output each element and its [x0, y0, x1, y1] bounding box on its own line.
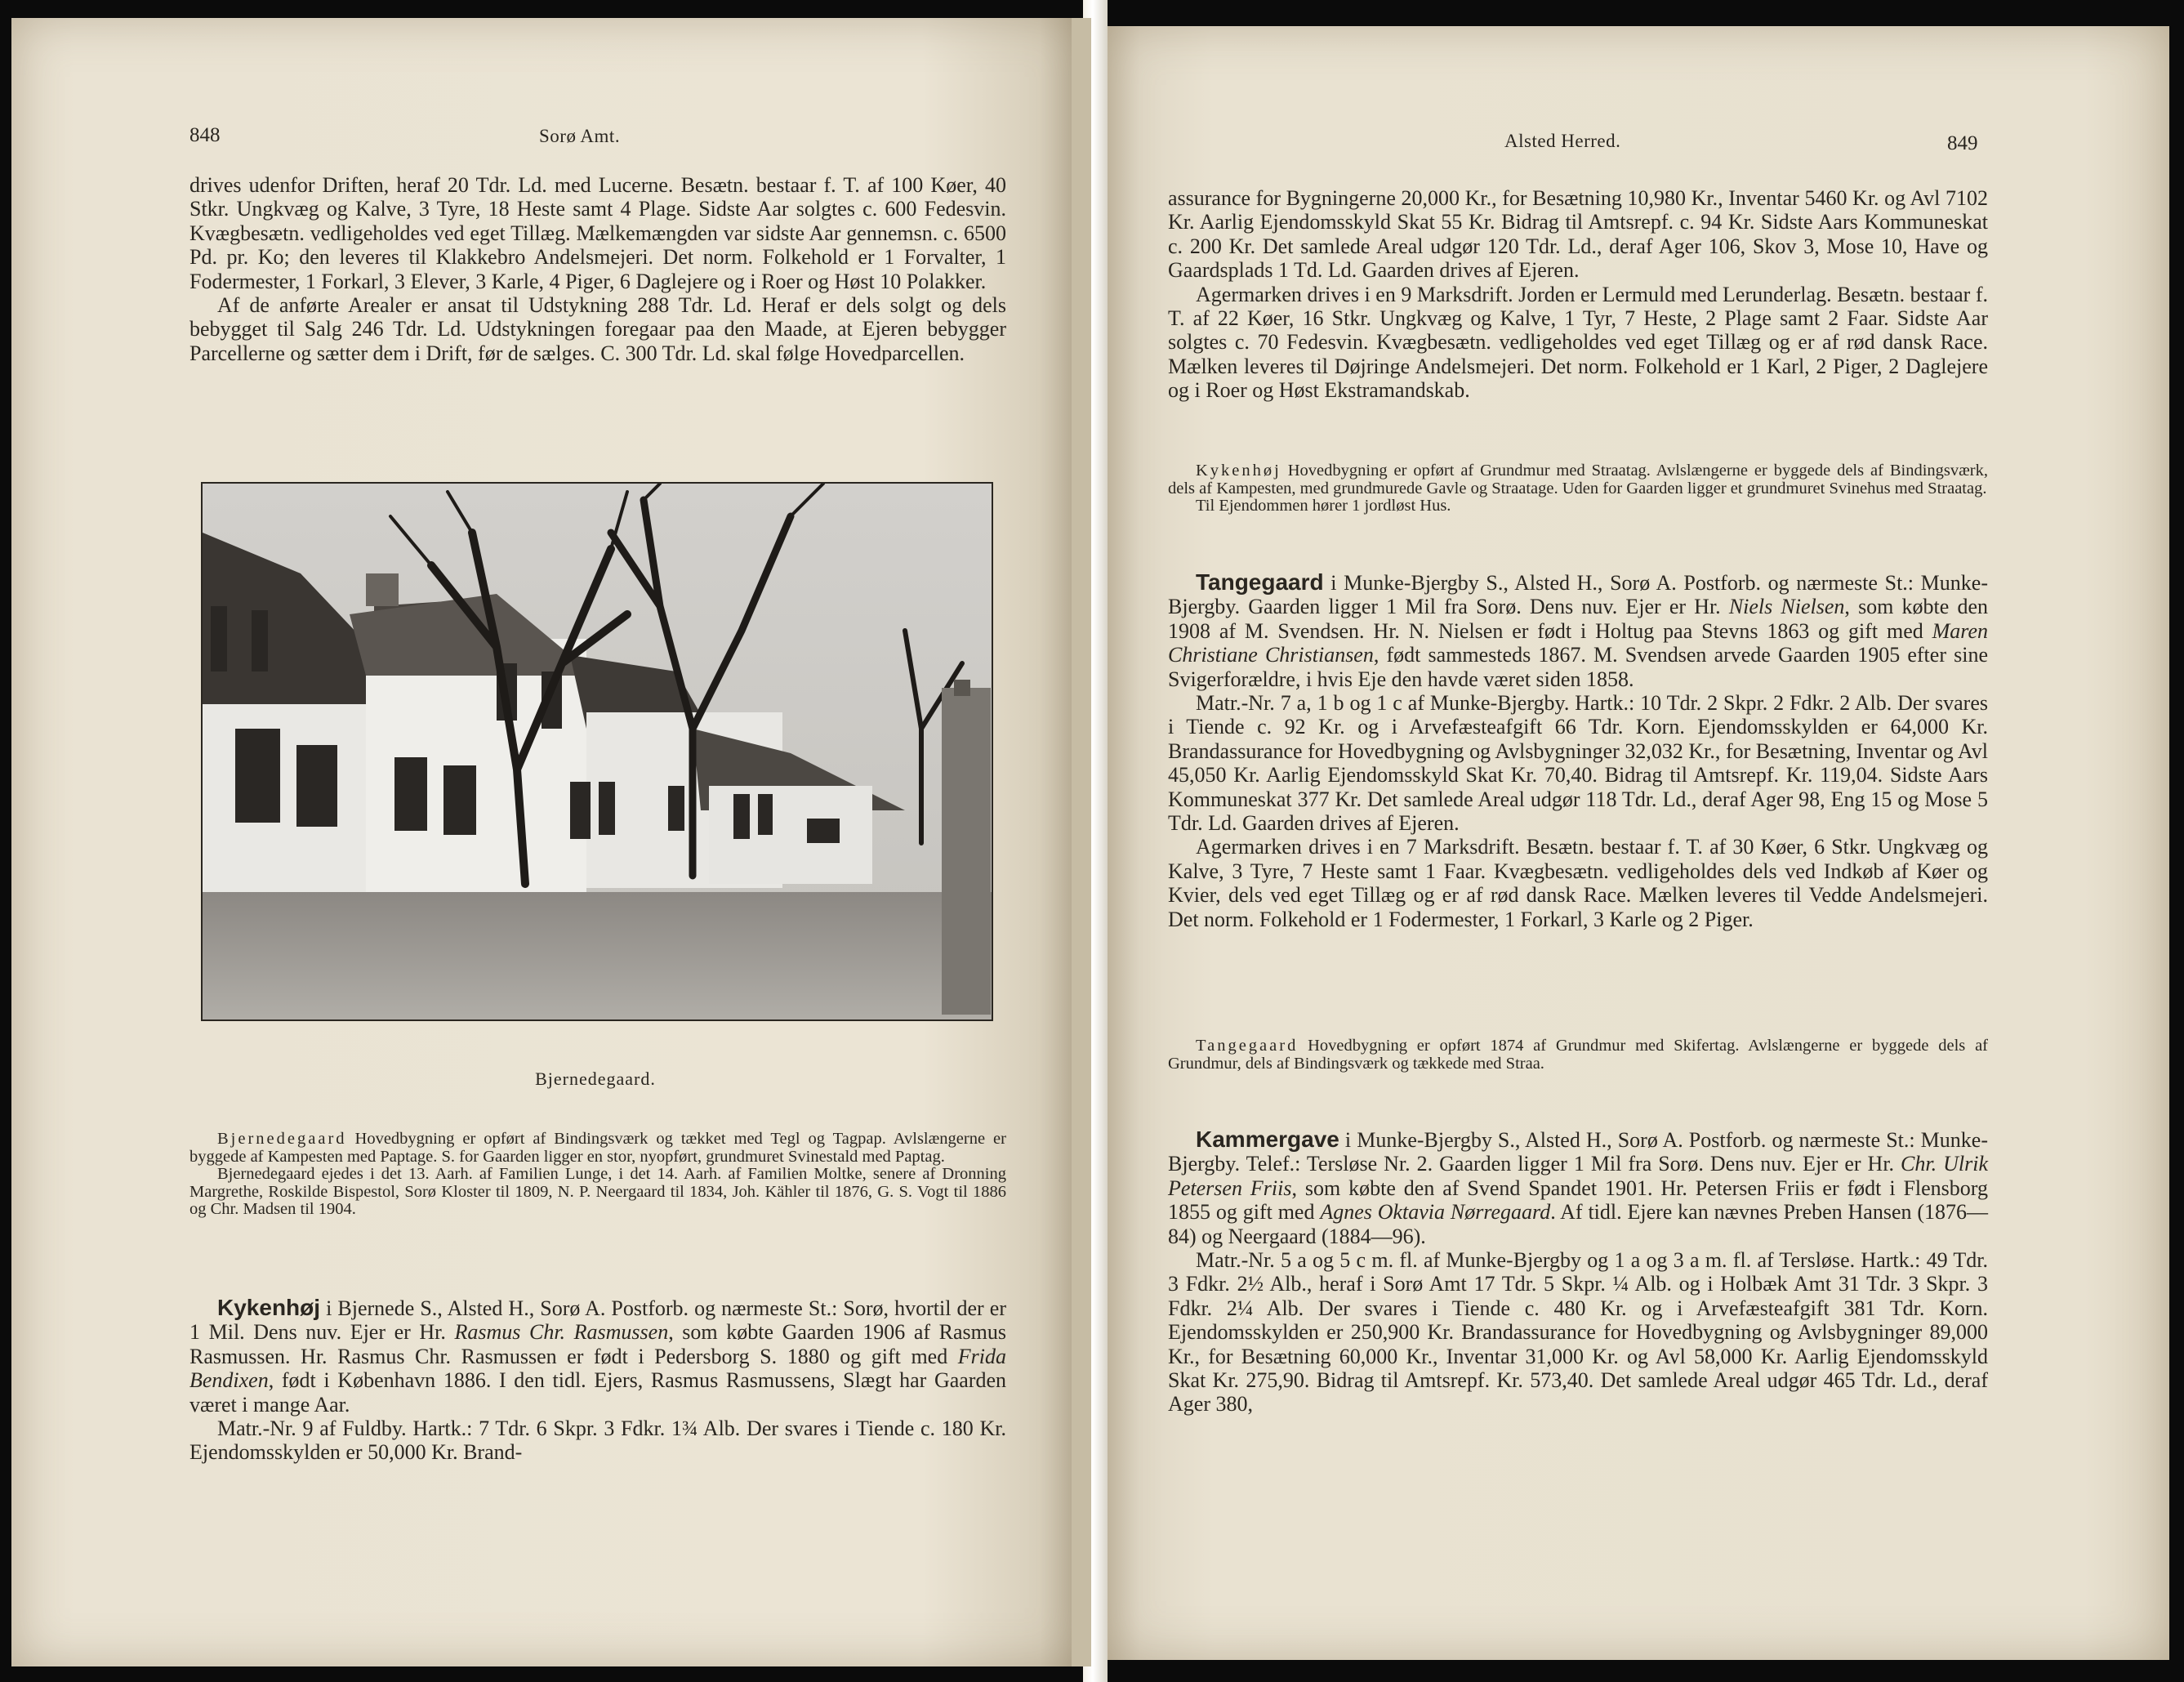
left-running-head: Sorø Amt. — [539, 126, 621, 146]
entry-heading: Tangegaard — [1196, 569, 1324, 595]
kammergave-entry — [1168, 1127, 1988, 1417]
page-edge — [1072, 18, 1091, 1666]
entry-text: , født sammesteds 1867. M. Svendsen arvede Gaarden 1905 efter sine Svigerforældre, i hvis Eje den havde været siden 1858. — [1168, 643, 1989, 691]
right-page — [1108, 26, 2169, 1660]
owner-name: Chr. Ulrik Petersen Friis — [1168, 1152, 1988, 1200]
paragraph: Matr.-Nr. 7 a, 1 b og 1 c af Munke-Bjergby. Hartk.: 10 Tdr. 2 Skpr. 2 Fdkr. 2 Alb. Der svares i Tiende c. 92 Kr. og i Arvefæsteafgift 66 Tdr. Korn. Ejendomsskylden er 64,000 Kr. Brandassurance for Hovedbygning og Avlsbygninger 32,032 Kr., for Besætning, Inventar og Avl 45,050 Kr. Aarlig Ejendomsskyld Skat Kr. 70,40. Bidrag til Amtsrepf. Kr. 119,04. Sidste Aars Kommuneskat 377 Kr. Det samlede Areal udgør 118 Tdr. Ld., deraf Ager 98, Eng 15 og Mose 5 Tdr. Ld. Gaarden drives af Ejeren. — [1168, 691, 1988, 836]
entry-text: , som købte den 1908 af M. Svendsen. Hr. N. Nielsen er født i Holtug paa Stevns 1863 og gift med — [1168, 595, 1989, 643]
entry-text: , som købte Gaarden 1906 af Rasmus Rasmussen. Hr. Rasmus Chr. Rasmussen er født i Pedersborg S. 1880 og gift med — [189, 1320, 1006, 1368]
photo-caption: Bjernedegaard. — [535, 1069, 656, 1089]
left-body-top — [189, 173, 1006, 365]
note-text: Til Ejendommen hører 1 jordløst Hus. — [1196, 497, 1451, 515]
paragraph: Matr.-Nr. 9 af Fuldby. Hartk.: 7 Tdr. 6 Skpr. 3 Fdkr. 1¾ Alb. Der svares i Tiende c. 180 Kr. Ejendomsskylden er 50,000 Kr. Brand- — [189, 1417, 1006, 1465]
note-lead: Kykenhøj — [1196, 462, 1281, 480]
note-lead: Tangegaard — [1196, 1037, 1299, 1055]
note-lead: Bjernedegaard — [217, 1130, 347, 1148]
note-text: Hovedbygning er opført 1874 af Grundmur med Skifertag. Avlslængerne er byggede dels af Grundmur, dels af Bindingsværk og tækkede med Straa. — [1168, 1037, 1988, 1073]
entry-text: , som købte den af Svend Spandet 1901. Hr. Petersen Friis er født i Flensborg 1855 og gift med — [1168, 1176, 1988, 1225]
farmhouse-photo-illustration — [203, 484, 992, 1019]
entry-text: . Af tidl. Ejere kan nævnes Preben Hansen (1876—84) og Neergaard (1884—96). — [1168, 1200, 1989, 1248]
tangegaard-note — [1168, 1037, 1988, 1073]
entry-text: i Munke-Bjergby S., Alsted H., Sorø A. Postforb. og nærmeste St.: Munke-Bjergby. Gaarden ligger 1 Mil fra Sorø. Dens nuv. Ejer er Hr. — [1168, 571, 1988, 619]
paragraph: Matr.-Nr. 5 a og 5 c m. fl. af Munke-Bjergby og 1 a og 3 a m. fl. af Tersløse. Hartk.: 49 Tdr. 3 Fdkr. 2½ Alb., heraf i Sorø Amt 17 Tdr. 5 Skpr. ¼ Alb. og i Holbæk Amt 31 Tdr. 3 Skpr. 3 Fdkr. 2¼ Alb. Der svares i Tiende c. 480 Kr. og i Arvefæsteafgift 381 Tdr. Korn. Ejendomsskylden er 250,900 Kr. Brandassurance for Hovedbygning og Avlsbygninger 89,000 Kr., for Besætning 60,000 Kr., Inventar 31,000 Kr. og Avl 58,000 Kr. Aarlig Ejendomsskyld Skat Kr. 275,90. Bidrag til Amtsrepf. Kr. 573,40. Det samlede Areal udgør 465 Tdr. Ld., deraf Ager 380, — [1168, 1248, 1988, 1417]
paragraph: drives udenfor Driften, heraf 20 Tdr. Ld. med Lucerne. Besætn. bestaar f. T. af 100 Køer, 40 Stkr. Ungkvæg og Kalve, 3 Tyre, 18 Heste samt 4 Plage. Sidste Aar solgtes c. 600 Fedesvin. Kvægbesætn. vedligeholdes ved eget Tillæg. Mælkemængden var sidste Aar gennemsn. c. 6500 Pd. pr. Ko; den leveres til Klakkebro Andelsmejeri. Det norm. Folkehold er 1 Forvalter, 1 Fodermester, 1 Forkarl, 3 Elever, 3 Karle, 4 Piger, 6 Daglejere og i Roer og Høst 10 Polakker. — [189, 173, 1006, 293]
wife-name: Agnes Oktavia Nørregaard — [1320, 1200, 1551, 1225]
paragraph: Agermarken drives i en 7 Marksdrift. Besætn. bestaar f. T. af 30 Køer, 6 Stkr. Ungkvæg og Kalve, 3 Tyre, 7 Heste samt 1 Faar. Kvægbesætn. vedligeholdes dels ved Indkøb af Køer og Kvier, dels ved eget Tillæg og er af rød dansk Race. Mælken leveres til Vedde Andelsmejeri. Det norm. Folkehold er 1 Fodermester, 1 Forkarl, 3 Karle og 2 Piger. — [1168, 835, 1988, 931]
right-page-number: 849 — [1947, 132, 1978, 154]
left-notes — [189, 1131, 1006, 1219]
owner-name: Rasmus Chr. Rasmussen — [454, 1320, 669, 1345]
tangegaard-entry — [1168, 570, 1988, 931]
left-page-number: 848 — [189, 124, 221, 146]
right-running-head: Alsted Herred. — [1504, 131, 1621, 151]
bjernedegaard-photo — [201, 482, 993, 1021]
paragraph: Agermarken drives i en 9 Marksdrift. Jorden er Lermuld med Lerunderlag. Besætn. bestaar f. T. af 22 Køer, 16 Stkr. Ungkvæg og Kalve, 1 Tyr, 7 Heste, 2 Plage samt 2 Faar. Sidste Aar solgtes c. 70 Fedesvin. Kvægbesætn. vedligeholdes ved eget Tillæg og er af rød dansk Race. Mælken leveres til Døjringe Andelsmejeri. Det norm. Folkehold er 1 Karl, 2 Piger, 2 Daglejere og i Roer og Høst Ekstramandskab. — [1168, 282, 1988, 403]
note-text: Bjernedegaard ejedes i det 13. Aarh. af Familien Lunge, i det 14. Aarh. af Familien Moltke, senere af Dronning Margrethe, Roskilde Bispestol, Sorø Kloster til 1809, N. P. Neergaard til 1834, Joh. Kähler til 1876, G. S. Vogt til 1886 og Chr. Madsen til 1904. — [189, 1165, 1006, 1218]
wife-name: Maren Christiane Christiansen — [1168, 618, 1988, 667]
kykenhoj-entry — [189, 1296, 1006, 1465]
entry-heading: Kammergave — [1196, 1127, 1339, 1152]
paragraph: Af de anførte Arealer er ansat til Udstykning 288 Tdr. Ld. Heraf er dels solgt og dels bebygget til Salg 246 Tdr. Ld. Udstykningen foregaar paa den Maade, at Ejeren bebygger Parcellerne og sætter dem i Drift, før de sælges. C. 300 Tdr. Ld. skal følge Hovedparcellen. — [189, 293, 1006, 365]
entry-heading: Kykenhøj — [217, 1295, 321, 1320]
entry-text: i Bjernede S., Alsted H., Sorø A. Postforb. og nærmeste St.: Sorø, hvortil der er 1 Mil. Dens nuv. Ejer er Hr. — [189, 1296, 1006, 1345]
entry-text: i Munke-Bjergby S., Alsted H., Sorø A. Postforb. og nærmeste St.: Munke-Bjergby. Telef.: Tersløse Nr. 2. Gaarden ligger 1 Mil fra Sorø. Dens nuv. Ejer er Hr. — [1168, 1128, 1988, 1176]
entry-text: , født i København 1886. I den tidl. Ejers, Rasmus Rasmussens, Slægt har Gaarden været i mange Aar. — [189, 1368, 1006, 1417]
note-text: Hovedbygning er opført af Grundmur med Straatag. Avlslængerne er byggede dels af Bindingsværk, dels af Kampesten, med grundmurede Gavle og Straatage. Uden for Gaarden ligger et grundmuret Svinehus med Straatag. — [1168, 462, 1988, 497]
kykenhoj-note — [1168, 462, 1988, 515]
note-text: Hovedbygning er opført af Bindingsværk og tækket med Tegl og Tagpap. Avlslængerne er byggede af Kampesten med Paptage. S. for Gaarden ligger en stor, nyopført, grundmuret Svinestald med Paptag. — [189, 1130, 1006, 1166]
wife-name: Frida Bendixen — [189, 1344, 1006, 1393]
kykenhoj-continued — [1168, 186, 1988, 403]
owner-name: Niels Nielsen — [1728, 595, 1845, 619]
left-page — [11, 18, 1083, 1666]
paragraph: assurance for Bygningerne 20,000 Kr., for Besætning 10,980 Kr., Inventar 5460 Kr. og Avl 7102 Kr. Aarlig Ejendomsskyld Skat 55 Kr. Bidrag til Amtsrepf. c. 94 Kr. Sidste Aars Kommuneskat c. 200 Kr. Det samlede Areal udgør 120 Tdr. Ld., deraf Ager 106, Skov 3, Mose 10, Have og Gaardsplads 1 Td. Ld. Gaarden drives af Ejeren. — [1168, 186, 1988, 283]
